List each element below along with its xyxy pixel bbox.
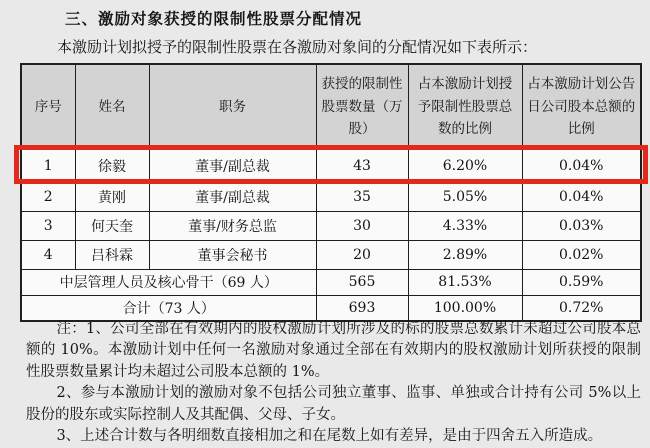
cell-shares: 30 [316,211,408,240]
note-1: 注：1、公司全部在有效期内的股权激励计划所涉及的标的股票总数累计未超过公司股本总额的 10%。本激励计划中任何一名激励对象通过全部在有效期内的股权激励计划所获授的限制性股票数量累计均未超过公司股本总额的 1%。 [26,321,641,380]
cell-name: 黄刚 [75,182,149,211]
cell-pct-of-capital: 0.04% [522,149,641,182]
cell-pct-of-plan: 5.05% [408,182,522,211]
cell-group-label: 中层管理人员及核心骨干（69 人） [21,269,316,295]
table-row-middle-managers [21,269,641,295]
cell-pct-of-capital: 0.59% [522,269,641,295]
cell-pct-of-plan: 2.89% [408,240,522,269]
cell-name: 何天奎 [75,211,149,240]
cell-pct-of-capital: 0.03% [522,211,641,240]
cell-pct-of-capital: 0.72% [522,295,641,321]
table-row-total [21,295,641,321]
cell-position: 董事/副总裁 [149,149,316,182]
table-header-row [21,64,641,149]
table-row-xu-yi [21,149,641,182]
cell-pct-of-capital: 0.02% [522,240,641,269]
cell-no: 2 [21,182,75,211]
cell-pct-of-plan: 81.53% [408,269,522,295]
cell-position: 董事会秘书 [149,240,316,269]
header-pct-of-plan: 占本激励计划授予限制性股票总数的比例 [408,64,522,149]
table-row-he-tiankui [21,211,641,240]
cell-shares: 20 [316,240,408,269]
cell-shares: 693 [316,295,408,321]
note-3: 3、上述合计数与各明细数直接相加之和在尾数上如有差异，是由于四舍五入所造成。 [56,428,603,445]
header-shares-granted: 获授的限制性股票数量（万股） [316,64,408,149]
notes-section [26,319,641,448]
cell-no: 4 [21,240,75,269]
table-row-huang-gang [21,182,641,211]
cell-shares: 565 [316,269,408,295]
cell-position: 董事/副总裁 [149,182,316,211]
cell-pct-of-capital: 0.04% [522,182,641,211]
cell-name: 徐毅 [75,149,149,182]
grant-allocation-table [20,63,642,322]
cell-pct-of-plan: 4.33% [408,211,522,240]
cell-no: 3 [21,211,75,240]
cell-name: 吕科霖 [75,240,149,269]
section-title: 三、激励对象获授的限制性股票分配情况 [65,9,363,28]
cell-shares: 43 [316,149,408,182]
table-row-lv-kelin [21,240,641,269]
header-serial-no: 序号 [21,64,75,149]
cell-shares: 35 [316,182,408,211]
header-position: 职务 [149,64,316,149]
header-name: 姓名 [75,64,149,149]
cell-total-label: 合计（73 人） [21,295,316,321]
cell-position: 董事/财务总监 [149,211,316,240]
cell-pct-of-plan: 6.20% [408,149,522,182]
cell-no: 1 [21,149,75,182]
note-2: 2、参与本激励计划的激励对象不包括公司独立董事、监事、单独或合计持有公司 5%以上股份的股东或实际控制人及其配偶、父母、子女。 [26,385,641,423]
header-pct-of-capital: 占本激励计划公告日公司股本总额的比例 [522,64,641,149]
intro-text: 本激励计划拟授予的限制性股票在各激励对象间的分配情况如下表所示： [57,38,538,56]
cell-pct-of-plan: 100.00% [408,295,522,321]
